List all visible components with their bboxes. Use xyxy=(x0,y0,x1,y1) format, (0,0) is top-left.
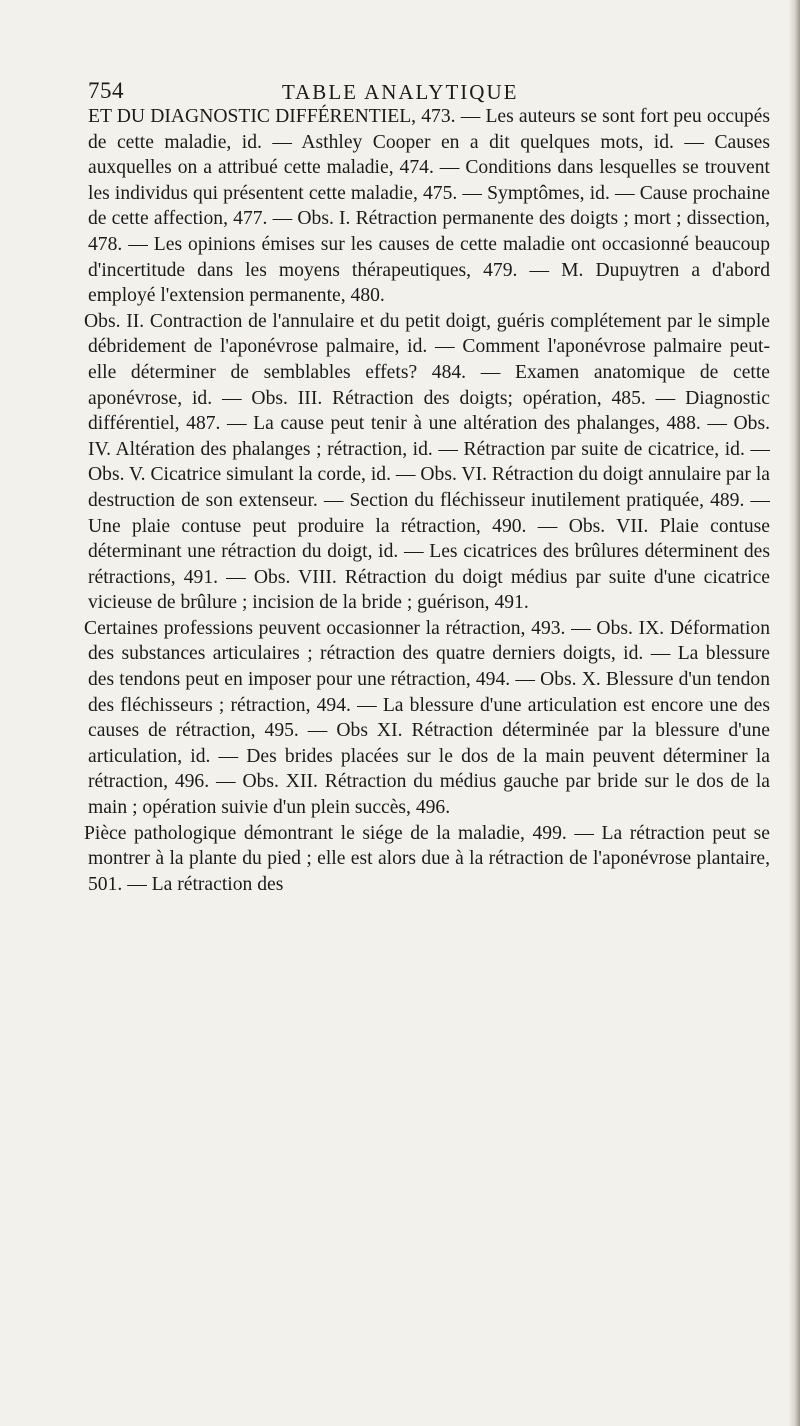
index-body xyxy=(84,104,770,897)
paragraph-1: ET DU DIAGNOSTIC DIFFÉRENTIEL, 473. — Les auteurs se sont fort peu occupés de cette maladie, id. — Asthley Cooper en a dit quelques mots, id. — Causes auxquelles on a attribué cette maladie, 474. — Conditions dans lesquelles se trouvent les individus qui présentent cette maladie, 475. — Symptômes, id. — Cause prochaine de cette affection, 477. — Obs. I. Rétraction permanente des doigts ; mort ; dissection, 478. — Les opinions émises sur les causes de cette maladie ont occasionné beaucoup d'incertitude dans les moyens thérapeutiques, 479. — M. Dupuytren a d'abord employé l'extension permanente, 480. xyxy=(88,106,770,307)
paragraph-2: Obs. II. Contraction de l'annulaire et du petit doigt, guéris complétement par le simple débridement de l'aponévrose palmaire, id. — Comment l'aponévrose palmaire peut-elle déterminer de semblables effets? 484. — Examen anatomique de cette aponévrose, id. — Obs. III. Rétraction des doigts; opération, 485. — Diagnostic différentiel, 487. — La cause peut tenir à une altération des phalanges, 488. — Obs. IV. Altération des phalanges ; rétraction, id. — Rétraction par suite de cicatrice, id. — Obs. V. Cicatrice simulant la corde, id. — Obs. VI. Rétraction du doigt annulaire par la destruction de son extenseur. — Section du fléchisseur inutilement pratiquée, 489. — Une plaie contuse peut produire la rétraction, 490. — Obs. VII. Plaie contuse déterminant une rétraction du doigt, id. — Les cicatrices des brûlures déterminent des rétractions, 491. — Obs. VIII. Rétraction du doigt médius par suite d'une cicatrice vicieuse de brûlure ; incision de la bride ; guérison, 491. xyxy=(84,310,770,614)
page-number: 754 xyxy=(88,78,124,103)
paragraph-3: Certaines professions peuvent occasionner la rétraction, 493. — Obs. IX. Déformation des substances articulaires ; rétraction des quatre derniers doigts, id. — La blessure des tendons peut en imposer pour une rétraction, 494. — Obs. X. Blessure d'un tendon des fléchisseurs ; rétraction, 494. — La blessure d'une articulation est encore une des causes de rétraction, 495. — Obs XI. Rétraction déterminée par la blessure d'une articulation, id. — Des brides placées sur le dos de la main peuvent déterminer la rétraction, 496. — Obs. XII. Rétraction du médius gauche par bride sur le dos de la main ; opération suivie d'un plein succès, 496. xyxy=(84,617,770,819)
page-edge-shadow xyxy=(788,0,800,1426)
paragraph-4: Pièce pathologique démontrant le siége de la maladie, 499. — La rétraction peut se montrer à la plante du pied ; elle est alors due à la rétraction de l'aponévrose plantaire, 501. — La rétraction des xyxy=(84,822,770,895)
running-title: TABLE ANALYTIQUE xyxy=(282,80,519,104)
